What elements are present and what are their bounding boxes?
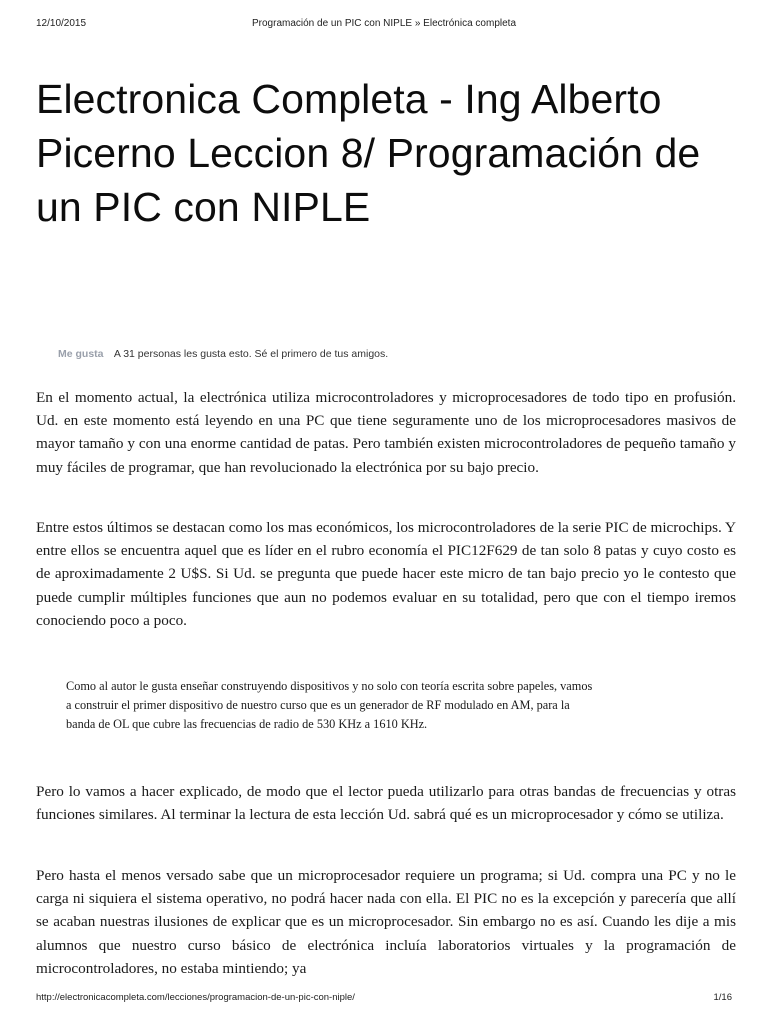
print-date: 12/10/2015 xyxy=(36,18,87,29)
note-line: banda de OL que cubre las frecuencias de radio de 530 KHz a 1610 KHz. xyxy=(66,717,428,731)
like-count-text: A 31 personas les gusta esto. Sé el primero de tus amigos. xyxy=(113,348,389,360)
like-button[interactable]: Me gusta xyxy=(58,348,104,360)
article-paragraph-4-block xyxy=(36,864,736,980)
facebook-like-row xyxy=(58,348,388,360)
article-paragraph-3-block xyxy=(36,780,736,826)
article-paragraph-1-block xyxy=(36,386,736,479)
article-title: Electronica Completa - Ing Alberto Picerno Leccion 8/ Programación de un PIC con NIPLE xyxy=(36,76,701,230)
note-line: Como al autor le gusta enseñar construyendo dispositivos y no solo con teoría escrita sobre papeles, vamos xyxy=(66,679,593,693)
article-paragraph: En el momento actual, la electrónica utiliza microcontroladores y microprocesadores de todo tipo en profusión. Ud. en este momento está leyendo en una PC que tiene seguramente uno de los microprocesadores masivos de mayor tamaño y con una enorme cantidad de patas. Pero también existen microcontroladores de pequeño tamaño y muy fáciles de programar, que han revolucionado la electrónica por su bajo precio. xyxy=(36,389,736,476)
highlighted-note xyxy=(66,677,706,734)
print-page-title: Programación de un PIC con NIPLE » Electrónica completa xyxy=(251,18,517,29)
article-paragraph: Entre estos últimos se destacan como los mas económicos, los microcontroladores de la serie PIC de microchips. Y entre ellos se encuentra aquel que es líder en el rubro economía el PIC12F629 de tan solo 8 patas y cuyo costo es de aproximadamente 2 U$S. Si Ud. se pregunta que puede hacer este micro de tan bajo precio yo le contesto que puede cumplir múltiples funciones que aun no podemos evaluar en su totalidad, pero que con el tiempo iremos conociendo poco a poco. xyxy=(36,519,737,629)
note-line: a construir el primer dispositivo de nuestro curso que es un generador de RF modulado en AM, para la xyxy=(66,698,570,712)
print-header xyxy=(36,18,732,32)
article-paragraph: Pero hasta el menos versado sabe que un microprocesador requiere un programa; si Ud. compra una PC y no le carga ni siquiera el sistema operativo, no podrá hacer nada con ella. El PIC no es la excepción y parecería que allí se acaban nuestras ilusiones de explicar que es un microprocesador. Sin embargo no es así. Cuando les dije a mis alumnos que nuestro curso básico de electrónica incluía laboratorios virtuales y la programación de microcontroladores, no estaba mintiendo; ya xyxy=(36,867,736,977)
page-number: 1/16 xyxy=(713,992,732,1003)
print-url: http://electronicacompleta.com/lecciones/programacion-de-un-pic-con-niple/ xyxy=(36,992,355,1003)
article-paragraph-2-block xyxy=(36,516,736,632)
article-paragraph: Pero lo vamos a hacer explicado, de modo que el lector pueda utilizarlo para otras bandas de frecuencias y otras funciones similares. Al terminar la lectura de esta lección Ud. sabrá qué es un microprocesador y cómo se utiliza. xyxy=(36,783,736,824)
